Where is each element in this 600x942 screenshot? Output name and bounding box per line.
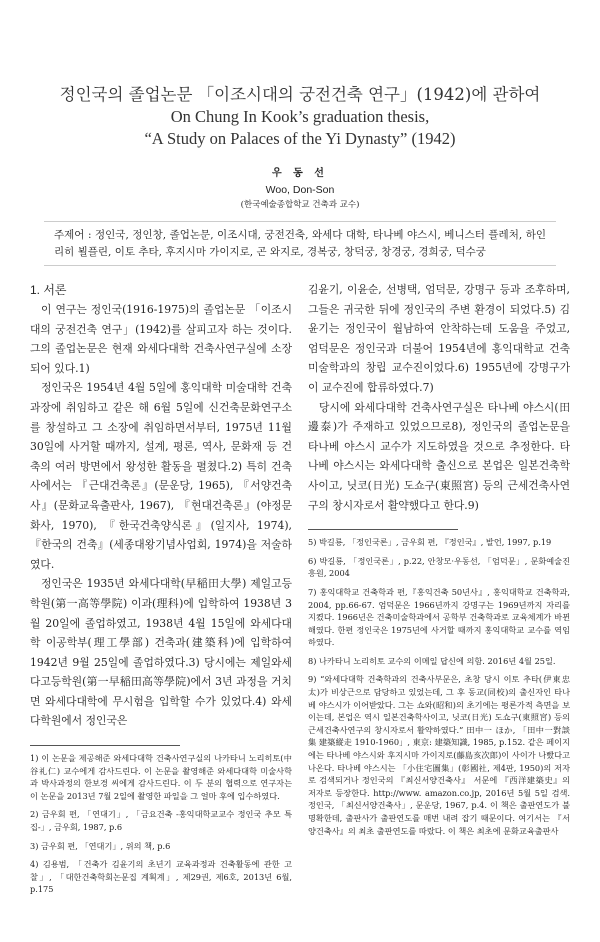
footnote: 2) 금우회 편, 「연대기」, 「금요건축 -홍익대학교교수 정인국 추모 특집-」, 금우회, 1987, p.6 bbox=[30, 809, 292, 833]
footnote: 1) 이 논문을 제공해준 와세다대학 건축사연구실의 나카타니 노리히토(中谷礼仁) 교수에게 감사드린다. 이 논문을 촬영해준 와세다대학 미술사학과 박사과정의 한보경 씨에게 감사드린다. 이 두 분의 협력으로 연구자는 이 논문을 2013년 7월 2일에 촬영한 파일을 그 얼마 후에 입수하였다. bbox=[30, 753, 292, 801]
paper-title-korean: 정인국의 졸업논문 「이조시대의 궁전건축 연구」(1942)에 관하여 bbox=[59, 85, 541, 104]
keywords-box bbox=[44, 221, 556, 266]
paragraph: 이 연구는 정인국(1916-1975)의 졸업논문 「이조시대의 궁전건축 연구」(1942)를 살피고자 하는 것이다. 그의 졸업논문은 현재 와세다대학 건축사연구실에 소장되어 있다.1) bbox=[30, 303, 292, 375]
paper-title-english-line1: On Chung In Kook’s graduation thesis, bbox=[170, 107, 430, 126]
right-column bbox=[308, 280, 570, 902]
two-column-body bbox=[30, 280, 570, 902]
left-footnotes bbox=[30, 752, 292, 902]
left-column-body bbox=[30, 280, 292, 731]
paragraph: 당시에 와세다대학 건축사연구실은 타나베 야스시(田邊泰)가 주재하고 있었으므로8), 정인국의 졸업논문을 타나베 야스시 교수가 지도하였을 것으로 추정한다. 타나베 야스시는 와세다대학 출신으로 본업은 일본건축학사이고, 닛코(日光) 도쇼구(東照宮) 등의 근세건축사연구의 창시자로서 활약했다고 한다.9) bbox=[308, 400, 570, 512]
paragraph: 김윤기, 이윤순, 선병택, 엄덕문, 강명구 등과 조후하며, 그들은 귀국한 뒤에 정인국의 주변 환경이 되었다.5) 김윤기는 정인국이 월남하여 안착하는데 도움을 주었고, 엄덕문은 정인국과 더불어 1954년에 홍익대학교 건축미술학과의 창립 교수진이었다.6) 1955년에 강명구가 이 교수진에 합류하였다.7) bbox=[308, 283, 570, 394]
footnote: 9) “와세다대학 건축학과의 건축사부문은, 초창 당시 이토 추타(伊東忠太)가 비상근으로 담당하고 있었는데, 그 후 동교(同校)의 출신자인 타나베 야스시가 이어받았다. 그는 쇼와(昭和)의 초기에는 평론가적 측면을 보이는데, 본업은 역시 일본건축학사이고, 닛코(日光) 도쇼구(東照宮) 등의 근세건축사연구의 창시자로서 활약하였다.” 田中一 ほか, 「田中一對談集 建築縱走 1910-1960」, 東京: 建築知識, 1985, p.152. 같은 페이지에는 타나베 야스시와 후지시마 가이지로(藤島亥次郎)이 사이가 나빴다고 나온다. 타나베 야스시는 「小住宅圖集」(彰國社, 제4판, 1950)의 저자로 검색되거나 정인국의 『최신서양건축사』 서문에 『西洋建築史』의 저자로 등장한다. http://www. amazon.co.jp, 2016년 5월 5일 검색. 정인국, 「최신서양건축사」, 문운당, 1967, p.4. 이 책은 출판연도가 불명확한데, 출판사가 출판연도를 매번 내려 잡기 때문이다. 여기서는 『서양건축사』의 최초 출판연도를 따랐다. 이 책은 최초에 문화교육출판사 bbox=[308, 674, 570, 836]
right-column-body bbox=[308, 280, 570, 515]
footnote-divider bbox=[308, 529, 458, 530]
author-name-korean: 우 동 선 bbox=[272, 168, 328, 179]
left-column bbox=[30, 280, 292, 902]
footnote: 6) 박길룡, 「정인국론」, p.22, 안창모·우동선, 「엄덕문」, 문화예술진흥원, 2004 bbox=[308, 555, 570, 579]
author-affiliation: (한국예술종합학교 건축과 교수) bbox=[240, 200, 360, 210]
footnote: 3) 금우회 편, 「연대기」, 위의 책, p.6 bbox=[30, 840, 171, 851]
paragraph: 정인국은 1935년 와세다대학(早稲田大學) 제일고등학원(第一高等學院) 이과(理科)에 입학하여 1938년 3월 20일에 졸업하였고, 1938년 4월 15일에 와세다대학 이공학부(理工學部) 건축과(建築科)에 입학하여 1942년 9월 25일에 졸업하였다.3) 당시에는 제일와세다고등학원(第一早稲田高等學院)에서 3년 과정을 거치면 와세다대학에 무시험을 입학할 수가 있었다.4) 와세다학원에서 정인국은 bbox=[30, 577, 292, 728]
footnote: 4) 김용범, 「건축가 김윤기의 초년기 교육과정과 건축활동에 관한 고찰」, 「대한건축학회논문집 계획계」, 제29권, 제6호, 2013년 6월, p.175 bbox=[30, 859, 292, 895]
section-heading: 1. 서론 bbox=[30, 283, 67, 297]
footnote: 8) 나카타니 노리히토 교수의 이메일 답신에 의함. 2016년 4월 25일. bbox=[308, 655, 556, 666]
keywords: 주제어 : 정인국, 정인창, 졸업논문, 이조시대, 궁전건축, 와세다 대학, 타나베 야스시, 베니스터 플레처, 하인리히 뵐플린, 이토 추타, 후지시마 가이지로, 곤 와지로, 경복궁, 창덕궁, 창경궁, 경희궁, 덕수궁 bbox=[54, 229, 546, 258]
footnote-divider bbox=[30, 745, 180, 746]
paper-title-english-line2: “A Study on Palaces of the Yi Dynasty” (1942) bbox=[144, 129, 456, 148]
footnote: 5) 박길룡, 「정인국론」, 금우회 편, 『정인국』, 발언, 1997, p.19 bbox=[308, 537, 552, 548]
footnote: 7) 홍익대학교 건축학과 편,『홍익건축 50년사』, 홍익대학교 건축학과, 2004, pp.66-67. 엄덕문은 1966년까지 강명구는 1969년까지 자리를 지켰다. 1966년은 건축미술학과에서 공학부 건축학과로 교육체계가 바뀐 해였다. 한편 정인국은 1975년에 사거할 때까지 홍익대학교 교수를 역임하였다. bbox=[308, 586, 570, 648]
paragraph: 정인국은 1954년 4월 5일에 홍익대학 미술대학 건축과장에 취임하고 같은 해 6월 5일에 신건축문화연구소를 창설하고 그 소장에 취임하면서부터, 1975년 11월 30일에 사거할 때까지, 설계, 평론, 역사, 문화재 등 건축의 여러 방면에서 왕성한 활동을 펼쳤다.2) 특히 건축사에서는 『근대건축론』(문운당, 1965), 『서양건축사』(문화교육출판사, 1967), 『현대건축론』(야정문화사, 1970), 『한국건축양식론』(일지사, 1974), 『한국의 건축』(세종대왕기념사업회, 1974)을 저술하였다. bbox=[30, 381, 292, 571]
right-footnotes bbox=[308, 536, 570, 843]
author-name-english: Woo, Don-Son bbox=[265, 184, 335, 196]
